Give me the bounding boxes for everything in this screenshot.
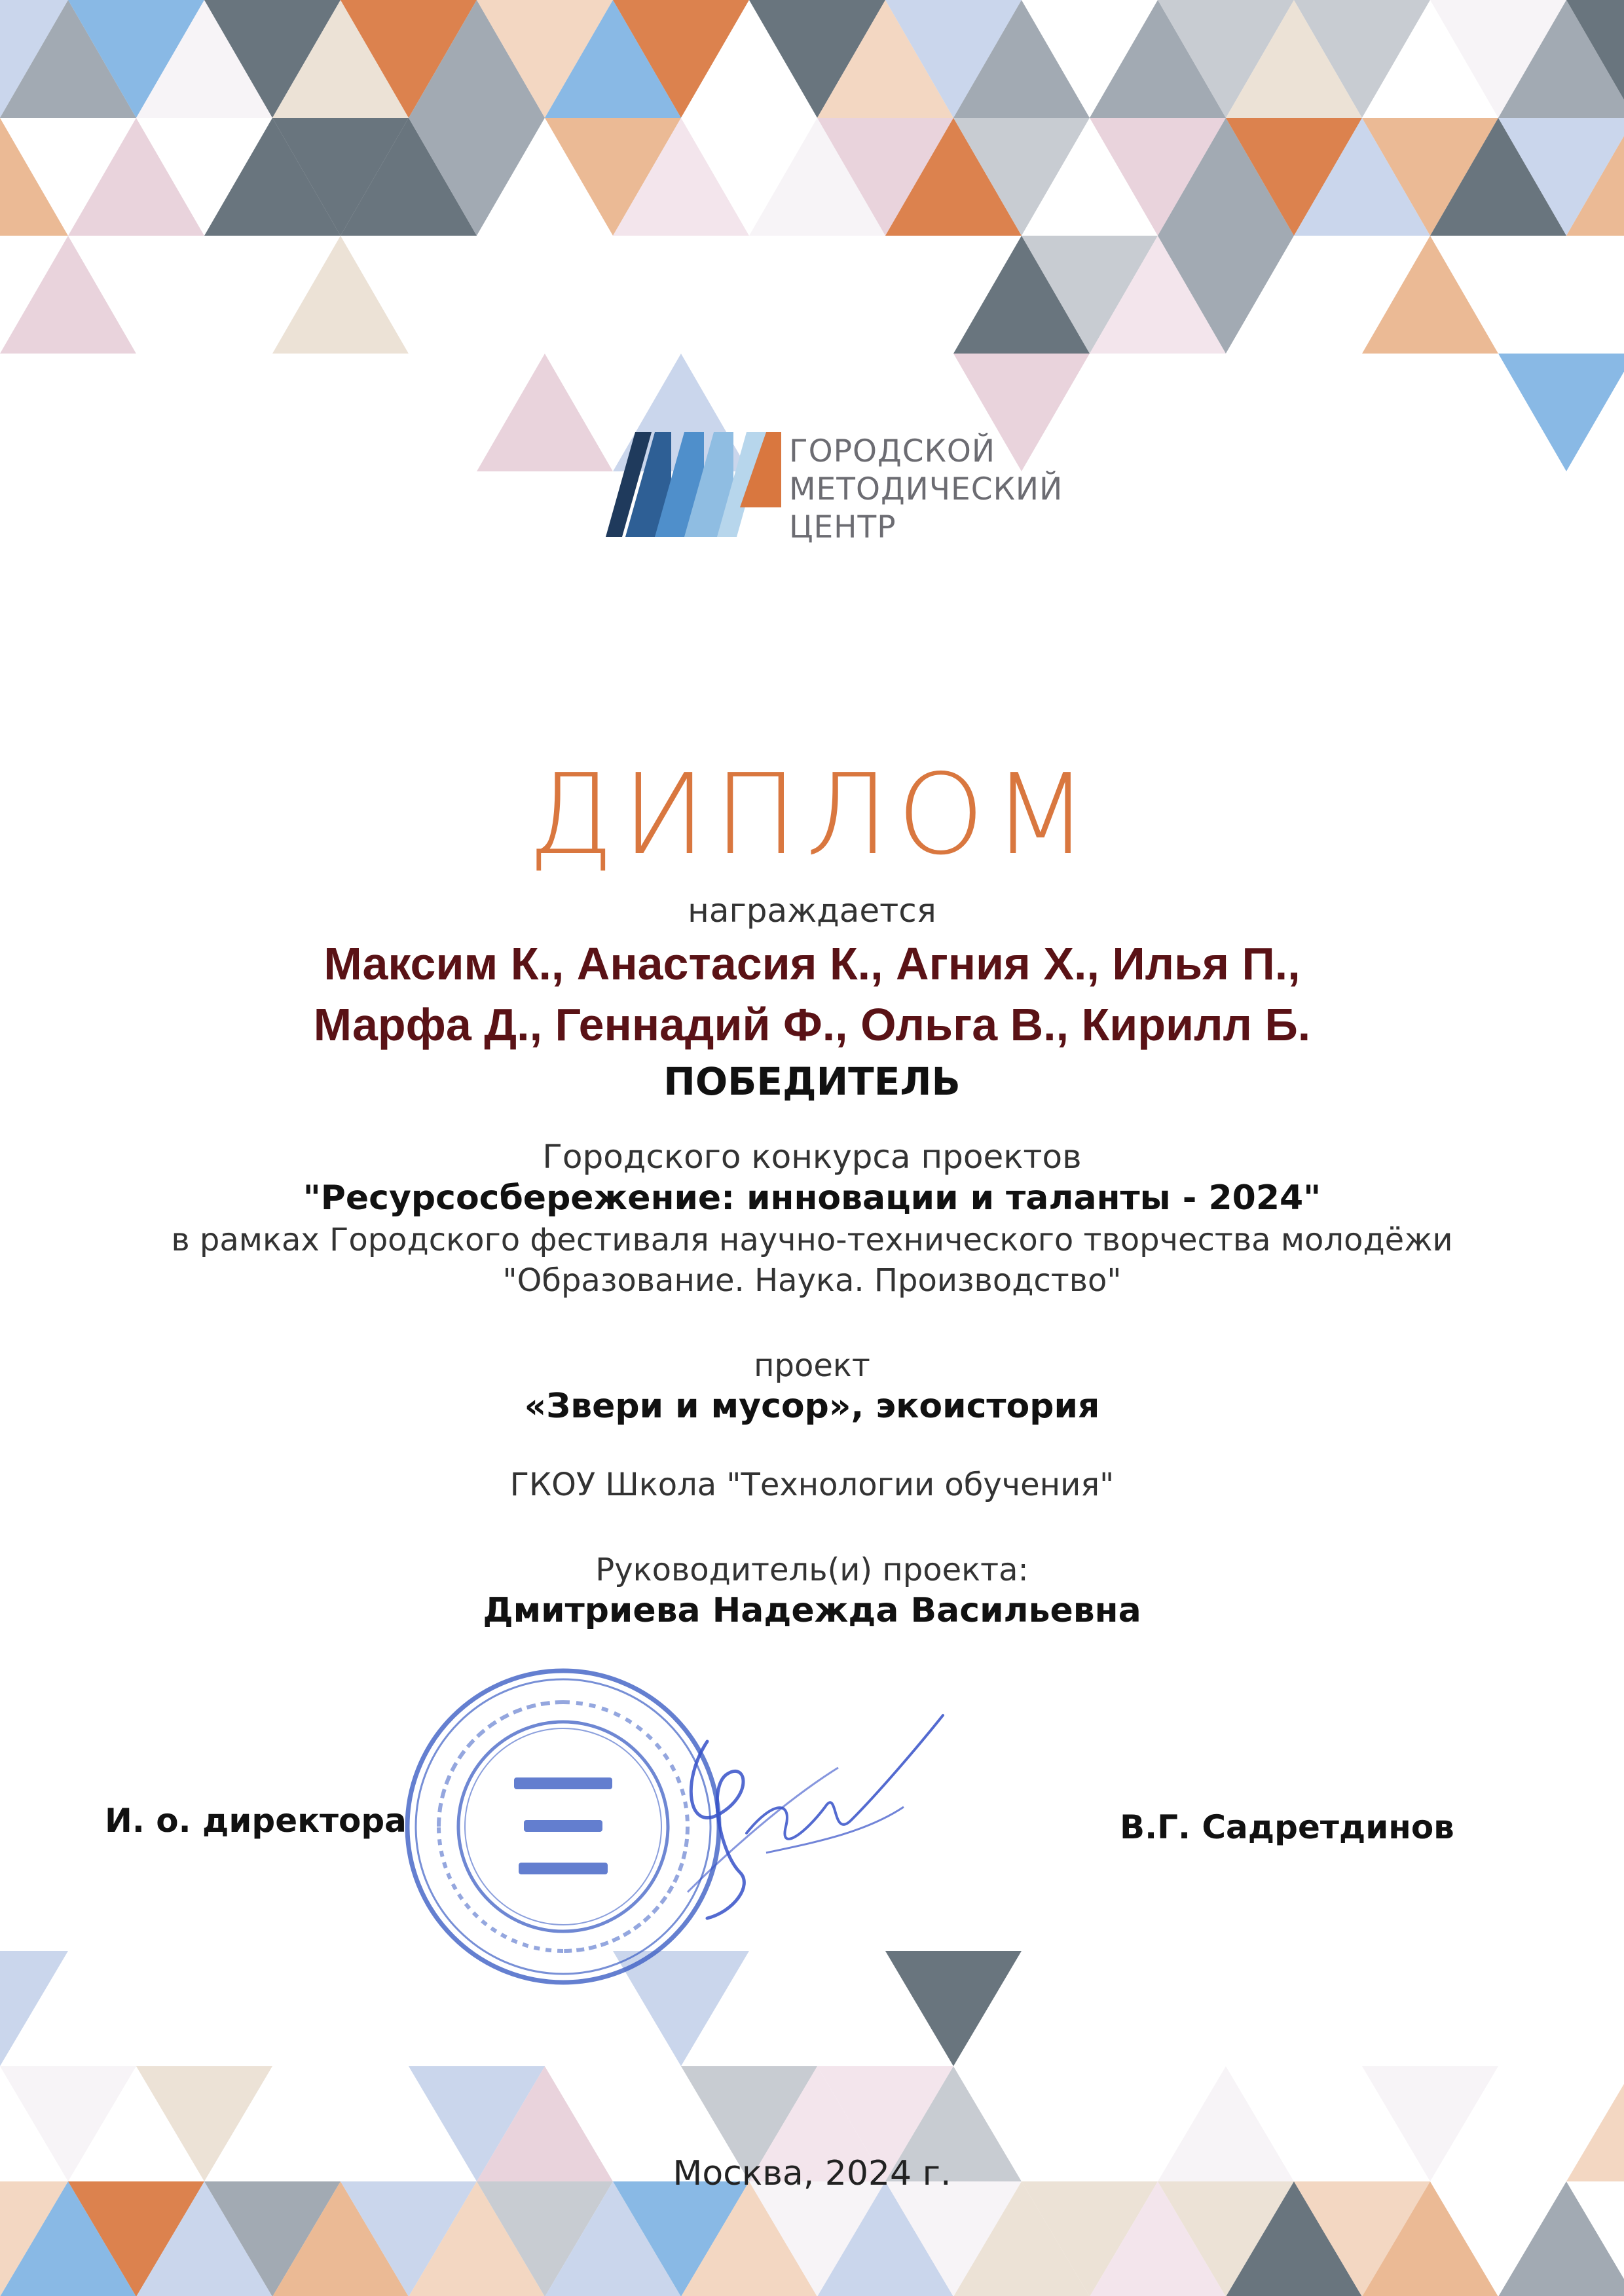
project-label: проект — [754, 1347, 870, 1384]
logo-line-1: ГОРОДСКОЙ — [789, 433, 996, 469]
project-name: «Звери и мусор», экоистория — [524, 1387, 1100, 1426]
logo-line-3: ЦЕНТР — [789, 509, 896, 545]
logo-line-2: МЕТОДИЧЕСКИЙ — [789, 471, 1063, 507]
leader-label: Руководитель(и) проекта: — [595, 1552, 1029, 1588]
recipient-names-line-2: Марфа Д., Геннадий Ф., Ольга В., Кирилл Б. — [313, 999, 1311, 1050]
award-title: ПОБЕДИТЕЛЬ — [663, 1059, 961, 1104]
city-year: Москва, 2024 г. — [673, 2154, 951, 2193]
signer-name: В.Г. Садретдинов — [1120, 1808, 1454, 1846]
gmc-logo — [606, 429, 1064, 547]
bottom-triangle-pattern — [0, 1951, 1624, 2296]
diploma-title: ДИПЛОМ — [527, 750, 1097, 880]
signer-position: И. о. директора — [105, 1802, 407, 1840]
awarded-text: награждается — [688, 892, 936, 930]
logo-text — [789, 433, 1063, 547]
gmc-logo-mark — [606, 429, 783, 540]
leader-name: Дмитриева Надежда Васильевна — [483, 1591, 1141, 1630]
contest-intro: Городского конкурса проектов — [542, 1138, 1082, 1176]
recipient-names-line-1: Максим К., Анастасия К., Агния Х., Илья П., — [323, 938, 1301, 989]
festival-line-1: в рамках Городского фестиваля научно-технического творчества молодёжи — [171, 1222, 1453, 1258]
festival-line-2: "Образование. Наука. Производство" — [502, 1262, 1122, 1299]
contest-name: "Ресурсосбережение: инновации и таланты - 2024" — [303, 1178, 1321, 1218]
handwritten-signature — [668, 1702, 956, 1925]
school-name: ГКОУ Школа "Технологии обучения" — [509, 1467, 1115, 1503]
